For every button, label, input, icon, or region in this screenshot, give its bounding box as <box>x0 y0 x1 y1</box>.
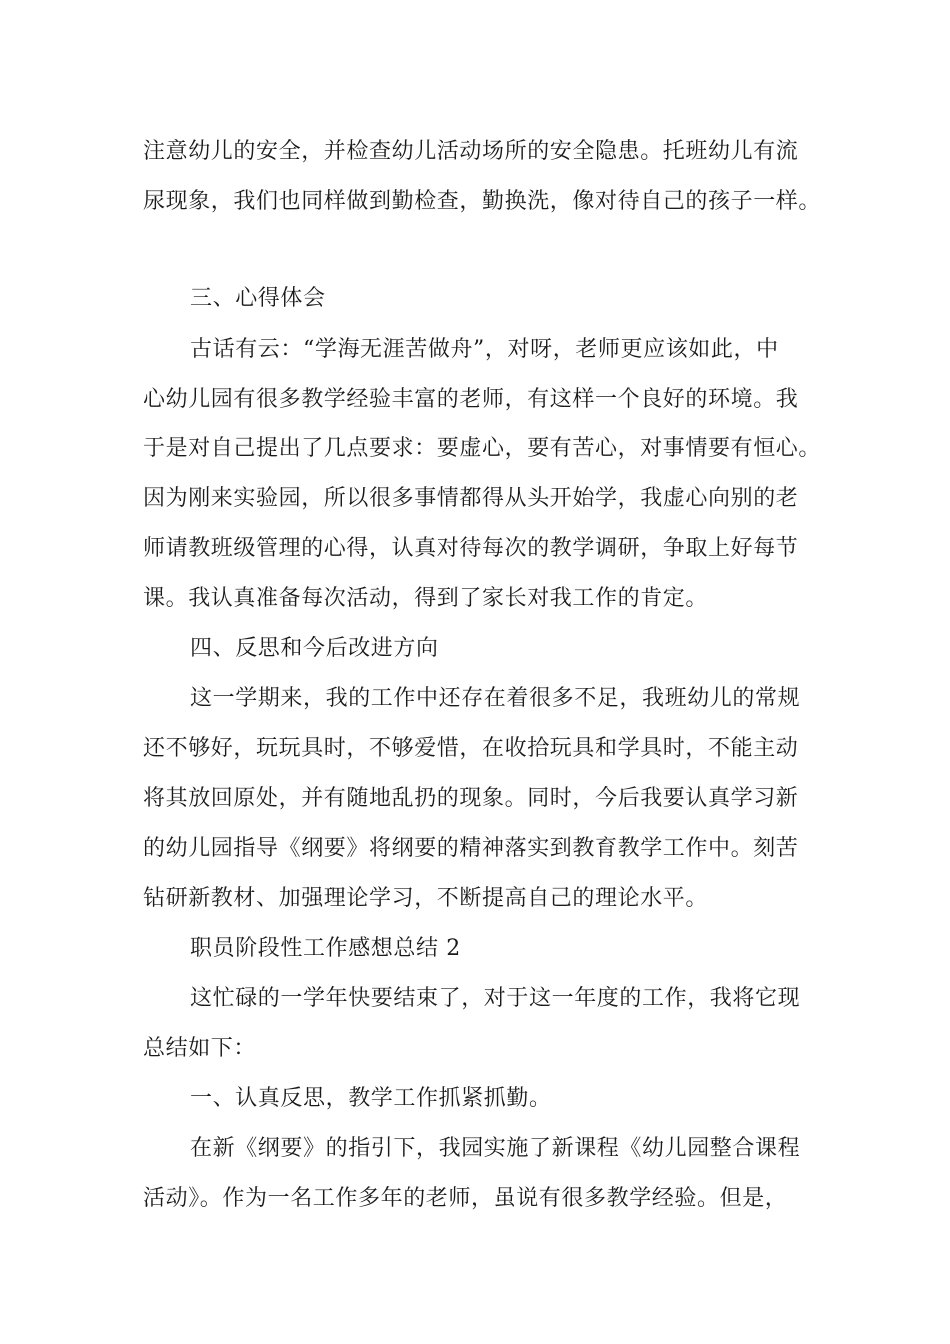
paragraph-line: 于是对自己提出了几点要求：要虚心，要有苦心，对事情要有恒心。 <box>143 436 822 461</box>
paragraph-line: 的幼儿园指导《纲要》将纲要的精神落实到教育教学工作中。刻苦 <box>143 836 799 861</box>
paragraph-line: 还不够好，玩玩具时，不够爱惜，在收拾玩具和学具时，不能主动 <box>143 736 799 761</box>
section-heading: 一、认真反思，教学工作抓紧抓勤。 <box>190 1086 552 1111</box>
paragraph-line: 这一学期来，我的工作中还存在着很多不足，我班幼儿的常规 <box>190 686 801 711</box>
paragraph-line: 尿现象，我们也同样做到勤检查，勤换洗，像对待自己的孩子一样。 <box>143 189 822 214</box>
paragraph-line: 注意幼儿的安全，并检查幼儿活动场所的安全隐患。托班幼儿有流 <box>143 139 799 164</box>
paragraph-line: 总结如下： <box>143 1036 257 1061</box>
section-heading: 三、心得体会 <box>190 286 326 311</box>
paragraph-line: 将其放回原处，并有随地乱扔的现象。同时，今后我要认真学习新 <box>143 786 799 811</box>
paragraph-line: 因为刚来实验园，所以很多事情都得从头开始学，我虚心向别的老 <box>143 486 799 511</box>
paragraph-line: 师请教班级管理的心得，认真对待每次的教学调研，争取上好每节 <box>143 536 799 561</box>
paragraph-line: 钻研新教材、加强理论学习，不断提高自己的理论水平。 <box>143 886 709 911</box>
paragraph-line: 古话有云：“学海无涯苦做舟”，对呀，老师更应该如此，中 <box>190 337 779 362</box>
section-heading: 四、反思和今后改进方向 <box>190 636 439 661</box>
paragraph-line: 活动》。作为一名工作多年的老师，虽说有很多教学经验。但是， <box>143 1186 788 1211</box>
paragraph-line: 心幼儿园有很多教学经验丰富的老师，有这样一个良好的环境。我 <box>143 387 799 412</box>
paragraph-line: 在新《纲要》的指引下，我园实施了新课程《幼儿园整合课程 <box>190 1136 801 1161</box>
paragraph-line: 课。我认真准备每次活动，得到了家长对我工作的肯定。 <box>143 586 709 611</box>
document-subtitle: 职员阶段性工作感想总结 2 <box>190 936 461 961</box>
paragraph-line: 这忙碌的一学年快要结束了，对于这一年度的工作，我将它现 <box>190 986 801 1011</box>
